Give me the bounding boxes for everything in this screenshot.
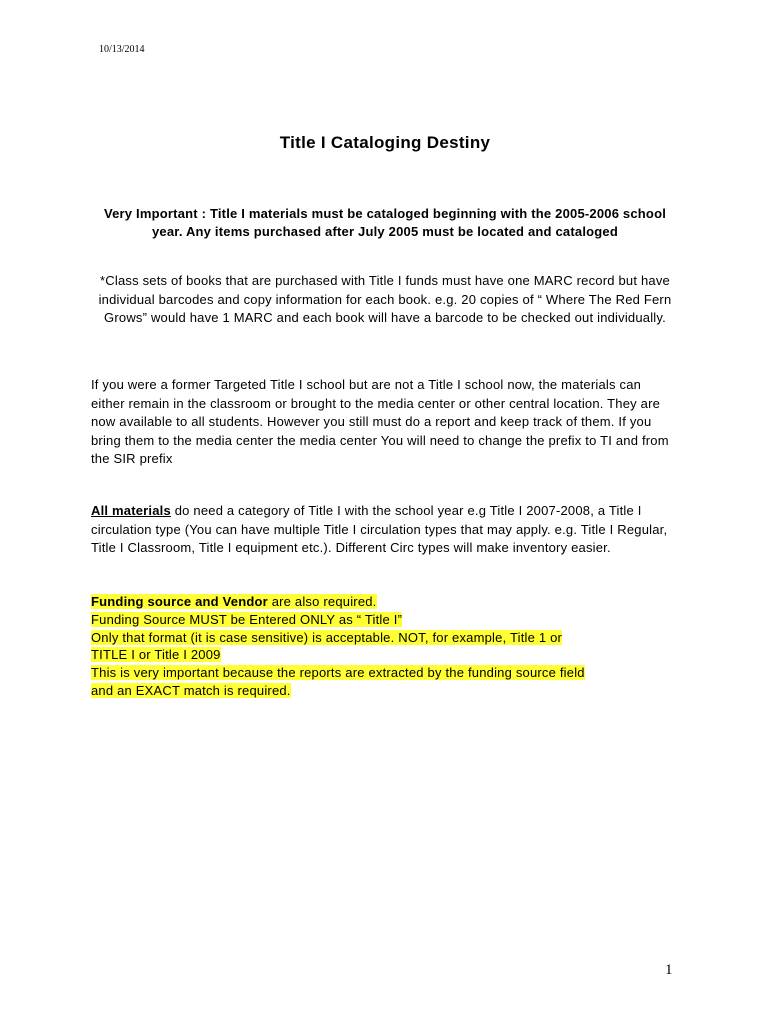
funding-line-1-rest: are also required. [267, 594, 377, 609]
funding-line-2: Funding Source MUST be Entered ONLY as “ Title I” [91, 611, 403, 627]
funding-line-3: Only that format (it is case sensitive) is acceptable. NOT, for example, Title 1 or [91, 629, 563, 645]
funding-block [91, 593, 681, 700]
class-sets-paragraph: *Class sets of books that are purchased with Title I funds must have one MARC record but have individual barcodes and copy information for each book. e.g. 20 copies of “ Where The Red Fern Grows” would have 1 MARC and each book will have a barcode to be checked out individually. [98, 273, 672, 325]
important-notice: Very Important : Title I materials must be cataloged beginning with the 2005-2006 school year. Any items purchased after July 2005 must be located and cataloged [103, 206, 667, 239]
page-number: 1 [665, 962, 673, 978]
materials-paragraph [91, 502, 671, 558]
materials-text: do need a category of Title I with the school year e.g Title I 2007-2008, a Title I circulation type (You can have multiple Title I circulation types that may apply. e.g. Title I Regular, Title I Classroom, Title I equipment etc.). Different Circ types will make inventory easier. [91, 503, 668, 555]
materials-lead: All materials [91, 503, 171, 518]
document-date: 10/13/2014 [99, 44, 145, 55]
funding-line-4: TITLE I or Title I 2009 [91, 647, 221, 663]
funding-line-6: and an EXACT match is required. [91, 682, 291, 698]
funding-line-1 [91, 593, 681, 611]
former-school-paragraph: If you were a former Targeted Title I school but are not a Title I school now, the materials can either remain in the classroom or brought to the media center or other central location. They are now available to all students. However you still must do a report and keep track of them. If you bring them to the media center the media center You will need to change the prefix to TI and from the SIR prefix [91, 377, 669, 466]
funding-lead: Funding source and Vendor [91, 594, 268, 609]
funding-line-5: This is very important because the reports are extracted by the funding source field [91, 665, 585, 681]
document-title: Title I Cataloging Destiny [279, 133, 491, 152]
